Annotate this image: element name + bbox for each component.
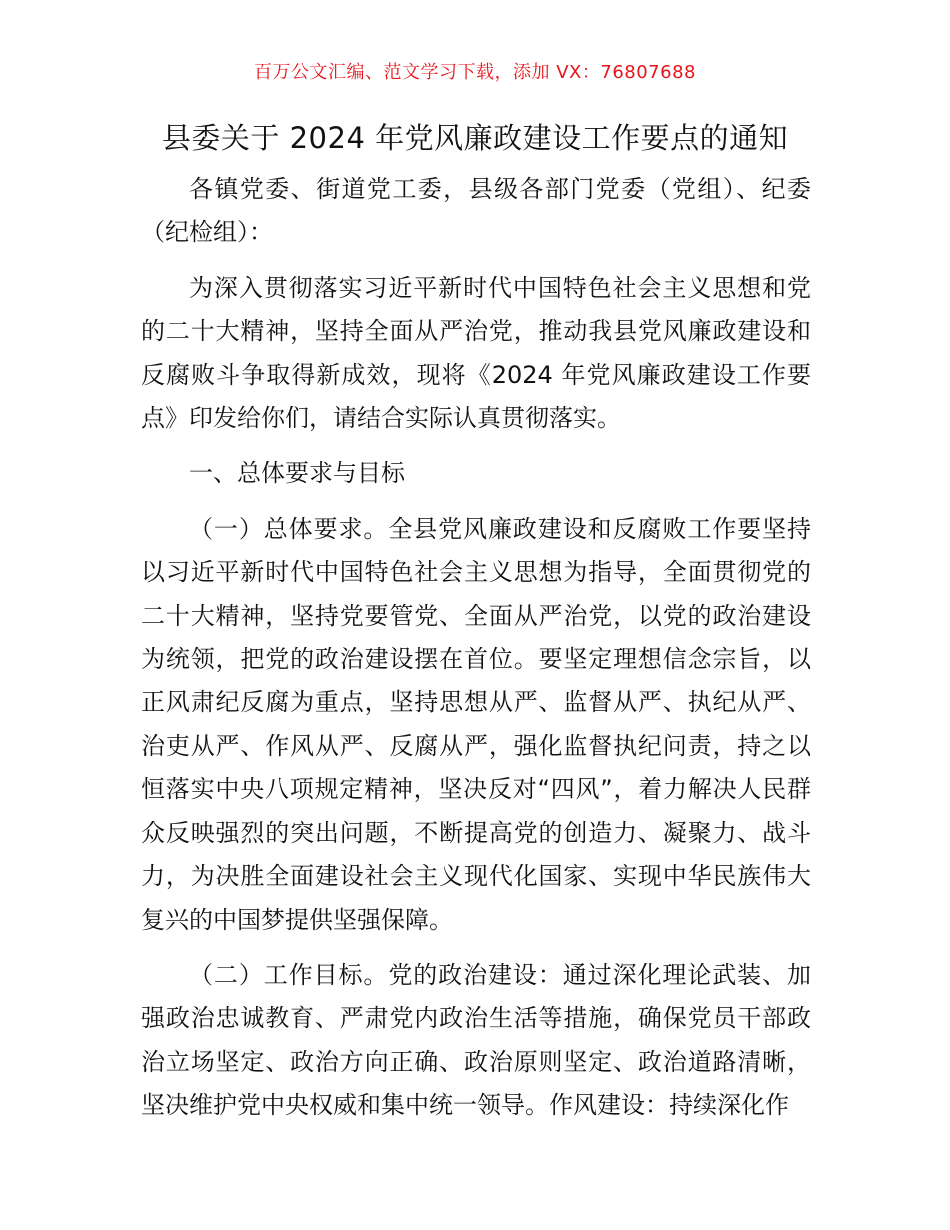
header-watermark-note: 百万公文汇编、范文学习下载，添加 VX：76807688 — [254, 62, 696, 83]
document-title: 县委关于 2024 年党风廉政建设工作要点的通知 — [161, 121, 789, 155]
intro-paragraph: 为深入贯彻落实习近平新时代中国特色社会主义思想和党的二十大精神，坚持全面从严治党，推动我县党风廉政建设和反腐败斗争取得新成效，现将《2024 年党风廉政建设工作要点》印发给你们，请结合实际认真贯彻落实。 — [141, 273, 811, 433]
document-body — [141, 168, 811, 1140]
section-heading: 一、总体要求与目标 — [189, 459, 405, 488]
salutation-paragraph: 各镇党委、街道党工委，县级各部门党委（党组）、纪委（纪检组）： — [141, 175, 811, 247]
general-requirements-paragraph: （一）总体要求。全县党风廉政建设和反腐败工作要坚持以习近平新时代中国特色社会主义思想为指导，全面贯彻党的二十大精神，坚持党要管党、全面从严治党，以党的政治建设为统领，把党的政治建设摆在首位。要坚定理想信念宗旨，以正风肃纪反腐为重点，坚持思想从严、监督从严、执纪从严、治吏从严、作风从严、反腐从严，强化监督执纪问责，持之以恒落实中央八项规定精神，坚决反对“四风”，着力解决人民群众反映强烈的突出问题，不断提高党的创造力、凝聚力、战斗力，为决胜全面建设社会主义现代化国家、实现中华民族伟大复兴的中国梦提供坚强保障。 — [141, 514, 811, 934]
work-goals-paragraph: （二）工作目标。党的政治建设：通过深化理论武装、加强政治忠诚教育、严肃党内政治生活等措施，确保党员干部政治立场坚定、政治方向正确、政治原则坚定、政治道路清晰，坚决维护党中央权威和集中统一领导。作风建设：持续深化作 — [141, 960, 811, 1120]
